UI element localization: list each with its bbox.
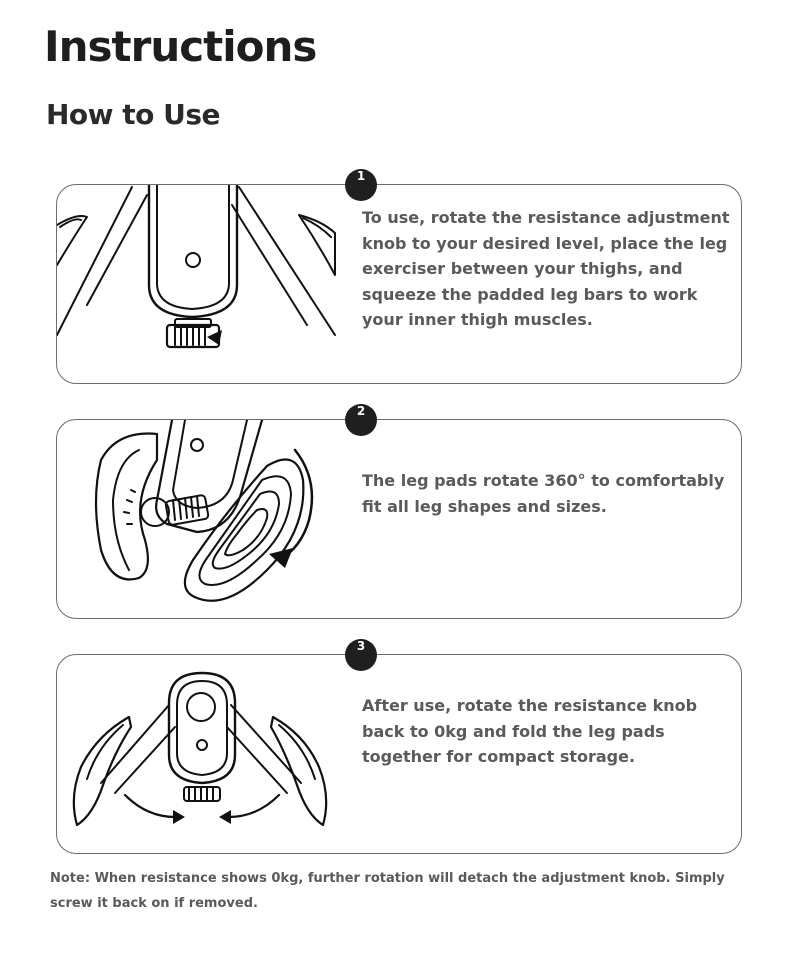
step-number-badge: 2	[345, 404, 377, 436]
page-title: Instructions	[44, 22, 317, 71]
rotating-leg-pad-illustration-icon	[57, 420, 342, 618]
step-number-badge: 3	[345, 639, 377, 671]
step-text: After use, rotate the resistance knob back to 0kg and fold the leg pads together for compact storage.	[362, 696, 698, 766]
step-text: To use, rotate the resistance adjustment knob to your desired level, place the leg exerciser between your thighs, and squeeze the padded leg bars to work your inner thigh muscles.	[362, 208, 730, 329]
step-text: The leg pads rotate 360° to comfortably fit all leg shapes and sizes.	[362, 471, 725, 516]
step-card-1	[56, 169, 742, 384]
step-card-3	[56, 639, 742, 854]
folding-leg-pads-illustration-icon	[57, 655, 342, 853]
section-title: How to Use	[46, 98, 221, 131]
note-text: Note: When resistance shows 0kg, further rotation will detach the adjustment knob. Simply screw it back on if removed.	[50, 871, 725, 911]
leg-exerciser-knob-illustration-icon	[57, 185, 342, 383]
step-card-2	[56, 404, 742, 619]
step-number-badge: 1	[345, 169, 377, 201]
